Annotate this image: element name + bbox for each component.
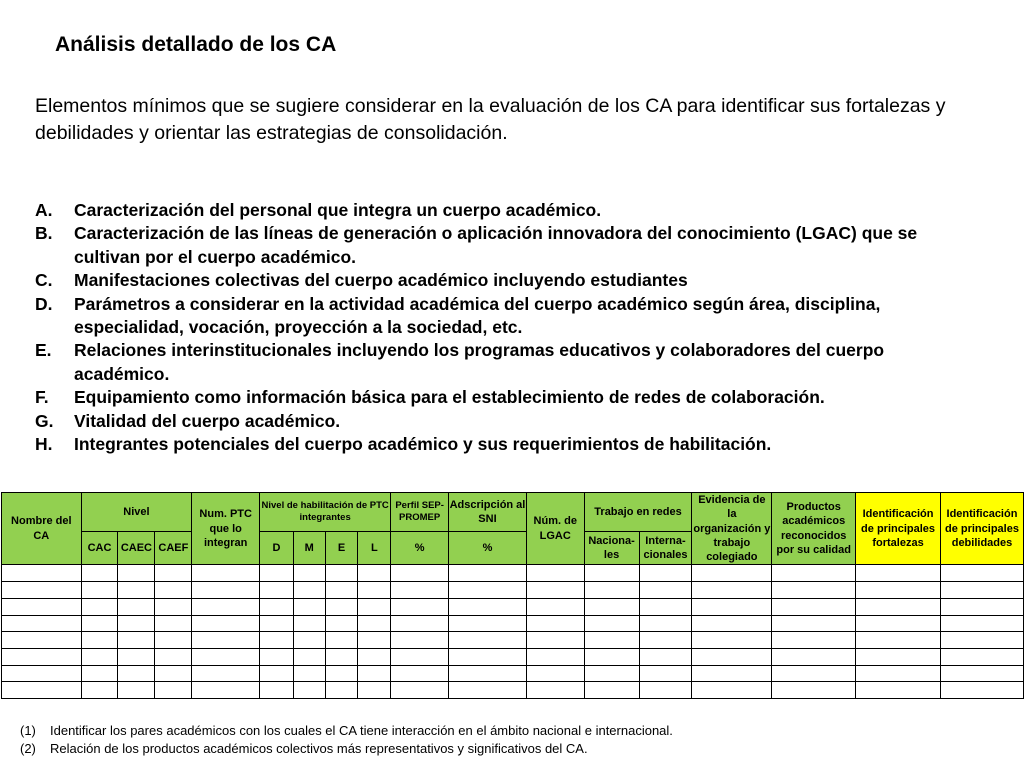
table-cell — [526, 632, 584, 649]
table-cell — [325, 582, 358, 599]
criteria-text: Caracterización del personal que integra un cuerpo académico. — [74, 200, 602, 220]
table-cell — [192, 598, 260, 615]
table-cell — [639, 615, 692, 632]
table-cell — [325, 598, 358, 615]
table-cell — [260, 598, 294, 615]
table-cell — [856, 582, 941, 599]
criteria-item — [35, 386, 975, 409]
criteria-letter: D. — [35, 293, 53, 314]
table-cell — [772, 565, 856, 582]
table-cell — [584, 682, 639, 699]
table-cell — [293, 632, 325, 649]
header-perfil-percent: % — [391, 531, 449, 565]
table-cell — [81, 615, 118, 632]
table-cell — [2, 648, 82, 665]
criteria-text: Relaciones interinstitucionales incluyendo los programas educativos y colaboradores del cuerpo académico. — [74, 340, 885, 384]
table-row — [2, 615, 1024, 632]
criteria-text: Caracterización de las líneas de generación o aplicación innovadora del conocimiento (LGAC) que se cultivan por el cuerpo académico. — [74, 223, 918, 267]
table-cell — [81, 598, 118, 615]
table-cell — [155, 682, 192, 699]
table-cell — [856, 648, 941, 665]
table-cell — [449, 665, 527, 682]
table-cell — [192, 665, 260, 682]
table-cell — [260, 565, 294, 582]
table-cell — [940, 598, 1023, 615]
table-cell — [81, 565, 118, 582]
criteria-letter: H. — [35, 434, 53, 455]
table-cell — [526, 582, 584, 599]
table-cell — [692, 665, 772, 682]
table-cell — [584, 648, 639, 665]
table-cell — [692, 582, 772, 599]
header-fortalezas: Identificación de principales fortalezas — [856, 493, 941, 565]
table-cell — [118, 648, 155, 665]
header-trabajo-redes: Trabajo en redes — [584, 493, 692, 532]
criteria-item — [35, 433, 975, 456]
table-cell — [526, 682, 584, 699]
table-cell — [358, 615, 391, 632]
table-cell — [692, 565, 772, 582]
table-cell — [293, 582, 325, 599]
table-cell — [449, 565, 527, 582]
header-nombre-ca: Nombre del CA — [2, 493, 82, 565]
table-cell — [118, 565, 155, 582]
table-cell — [391, 582, 449, 599]
table-cell — [293, 615, 325, 632]
table-cell — [856, 632, 941, 649]
table-cell — [692, 632, 772, 649]
table-cell — [260, 682, 294, 699]
table-cell — [856, 682, 941, 699]
table-row — [2, 648, 1024, 665]
criteria-text: Parámetros a considerar en la actividad académica del cuerpo académico según área, disciplina, especialidad, vocación, proyección a la sociedad, etc. — [74, 293, 881, 338]
header-caef: CAEF — [155, 531, 192, 565]
table-cell — [81, 682, 118, 699]
table-cell — [358, 682, 391, 699]
table-cell — [2, 632, 82, 649]
table-cell — [325, 565, 358, 582]
table-cell — [449, 682, 527, 699]
table-cell — [692, 598, 772, 615]
table-cell — [449, 632, 527, 649]
table-cell — [940, 615, 1023, 632]
criteria-letter: B. — [35, 223, 53, 244]
header-cac: CAC — [81, 531, 118, 565]
table-cell — [391, 615, 449, 632]
table-cell — [118, 598, 155, 615]
table-cell — [772, 598, 856, 615]
criteria-letter: A. — [35, 200, 53, 220]
table-cell — [856, 565, 941, 582]
table-cell — [325, 648, 358, 665]
table-cell — [192, 632, 260, 649]
table-cell — [584, 565, 639, 582]
table-cell — [772, 632, 856, 649]
table-cell — [639, 648, 692, 665]
table-cell — [155, 632, 192, 649]
header-d: D — [260, 531, 294, 565]
table-cell — [940, 665, 1023, 682]
table-cell — [692, 682, 772, 699]
table-row — [2, 582, 1024, 599]
table-cell — [192, 682, 260, 699]
table-cell — [692, 615, 772, 632]
table-cell — [358, 665, 391, 682]
table-cell — [260, 665, 294, 682]
header-perfil-promep: Perfil SEP-PROMEP — [391, 493, 449, 532]
table-cell — [856, 615, 941, 632]
intro-paragraph: Elementos mínimos que se sugiere considerar en la evaluación de los CA para identificar sus fortalezas y debilidades y orientar las estrategias de consolidación. — [35, 95, 946, 144]
table-cell — [526, 665, 584, 682]
table-cell — [192, 582, 260, 599]
table-cell — [260, 615, 294, 632]
table-body — [2, 565, 1024, 699]
table-cell — [293, 565, 325, 582]
table-cell — [260, 582, 294, 599]
table-cell — [856, 665, 941, 682]
table-cell — [772, 665, 856, 682]
table-cell — [2, 665, 82, 682]
table-cell — [155, 665, 192, 682]
table-cell — [639, 665, 692, 682]
table-cell — [639, 582, 692, 599]
table-cell — [358, 648, 391, 665]
criteria-text: Equipamiento como información básica para el establecimiento de redes de colaboración. — [74, 387, 825, 408]
header-nivel: Nivel — [81, 493, 192, 532]
table-cell — [940, 565, 1023, 582]
table-cell — [81, 632, 118, 649]
table-cell — [155, 648, 192, 665]
header-e: E — [325, 531, 358, 565]
criteria-item — [35, 293, 975, 340]
table-cell — [856, 598, 941, 615]
criteria-item — [35, 222, 975, 269]
table-cell — [584, 632, 639, 649]
header-internacionales: Interna-cionales — [639, 531, 692, 565]
table-row — [2, 565, 1024, 582]
table-cell — [391, 632, 449, 649]
header-productos: Productos académicos reconocidos por su calidad — [772, 493, 856, 565]
header-l: L — [358, 531, 391, 565]
header-adscripcion-sni: Adscripción al SNI — [449, 493, 527, 532]
table-cell — [81, 665, 118, 682]
table-cell — [584, 582, 639, 599]
table-cell — [449, 648, 527, 665]
table-row — [2, 632, 1024, 649]
header-num-lgac: Núm. de LGAC — [526, 493, 584, 565]
table-cell — [2, 682, 82, 699]
footnote-number: (1) — [20, 723, 36, 738]
table-cell — [118, 665, 155, 682]
table-cell — [358, 582, 391, 599]
table-cell — [192, 648, 260, 665]
table-cell — [325, 615, 358, 632]
table-row — [2, 598, 1024, 615]
table-cell — [391, 648, 449, 665]
criteria-item — [35, 410, 975, 433]
table-cell — [260, 632, 294, 649]
table-cell — [449, 598, 527, 615]
table-cell — [584, 615, 639, 632]
header-evidencia: Evidencia de la organización y trabajo colegiado — [693, 494, 771, 564]
table-cell — [526, 598, 584, 615]
table-cell — [391, 682, 449, 699]
footnote — [20, 722, 673, 740]
table-cell — [584, 598, 639, 615]
header-caec: CAEC — [118, 531, 155, 565]
criteria-text: Vitalidad del cuerpo académico. — [74, 410, 341, 431]
table-cell — [155, 615, 192, 632]
table-cell — [526, 565, 584, 582]
table-cell — [584, 665, 639, 682]
table-cell — [192, 615, 260, 632]
table-cell — [293, 682, 325, 699]
table-cell — [192, 565, 260, 582]
table-cell — [260, 648, 294, 665]
table-cell — [940, 648, 1023, 665]
footnote-text: Relación de los productos académicos colectivos más representativos y significativos del CA. — [50, 741, 588, 756]
criteria-letter: C. — [35, 270, 53, 291]
table-cell — [940, 632, 1023, 649]
criteria-letter: E. — [35, 340, 52, 361]
table-cell — [155, 598, 192, 615]
criteria-item — [35, 269, 975, 292]
criteria-text: Manifestaciones colectivas del cuerpo académico incluyendo estudiantes — [74, 270, 688, 291]
criteria-letter: F. — [35, 387, 49, 408]
header-num-ptc: Num. PTC que lo integran — [192, 493, 260, 565]
table-cell — [639, 632, 692, 649]
header-nacionales: Naciona-les — [584, 531, 639, 565]
table-cell — [526, 648, 584, 665]
table-cell — [449, 615, 527, 632]
table-cell — [2, 582, 82, 599]
table-cell — [325, 665, 358, 682]
table-cell — [639, 682, 692, 699]
criteria-item — [35, 339, 975, 386]
table-cell — [639, 565, 692, 582]
table-cell — [118, 682, 155, 699]
criteria-letter: G. — [35, 410, 54, 431]
header-habilitacion: Nivel de habilitación de PTC integrantes — [260, 493, 391, 532]
table-cell — [358, 598, 391, 615]
table-cell — [325, 632, 358, 649]
table-cell — [293, 665, 325, 682]
footnote-text: Identificar los pares académicos con los cuales el CA tiene interacción en el ámbito nacional e internacional. — [50, 723, 673, 738]
footnote — [20, 740, 673, 758]
table-cell — [940, 682, 1023, 699]
table-cell — [391, 598, 449, 615]
table-cell — [118, 632, 155, 649]
table-cell — [772, 648, 856, 665]
criteria-item — [35, 199, 975, 222]
table-cell — [639, 598, 692, 615]
criteria-text: Integrantes potenciales del cuerpo académico y sus requerimientos de habilitación. — [74, 434, 772, 455]
table-cell — [118, 615, 155, 632]
table-cell — [2, 565, 82, 582]
criteria-list — [35, 199, 975, 456]
table-cell — [155, 565, 192, 582]
table-cell — [391, 665, 449, 682]
table-cell — [325, 682, 358, 699]
table-row — [2, 665, 1024, 682]
header-debilidades: Identificación de principales debilidades — [940, 493, 1023, 565]
evaluation-table — [1, 492, 1024, 699]
table-cell — [692, 648, 772, 665]
table-cell — [772, 615, 856, 632]
table-cell — [81, 582, 118, 599]
table-cell — [772, 682, 856, 699]
page-title: Análisis detallado de los CA — [55, 33, 337, 56]
table-cell — [2, 615, 82, 632]
table-cell — [449, 582, 527, 599]
table-cell — [358, 565, 391, 582]
table-cell — [118, 582, 155, 599]
header-sni-percent: % — [449, 531, 527, 565]
table-cell — [293, 648, 325, 665]
table-cell — [772, 582, 856, 599]
footnote-number: (2) — [20, 741, 36, 756]
table-cell — [358, 632, 391, 649]
table-cell — [526, 615, 584, 632]
footnotes — [20, 722, 673, 758]
table-cell — [293, 598, 325, 615]
table-cell — [940, 582, 1023, 599]
header-m: M — [293, 531, 325, 565]
table-cell — [2, 598, 82, 615]
table-cell — [391, 565, 449, 582]
table-cell — [81, 648, 118, 665]
table-row — [2, 682, 1024, 699]
table-cell — [155, 582, 192, 599]
